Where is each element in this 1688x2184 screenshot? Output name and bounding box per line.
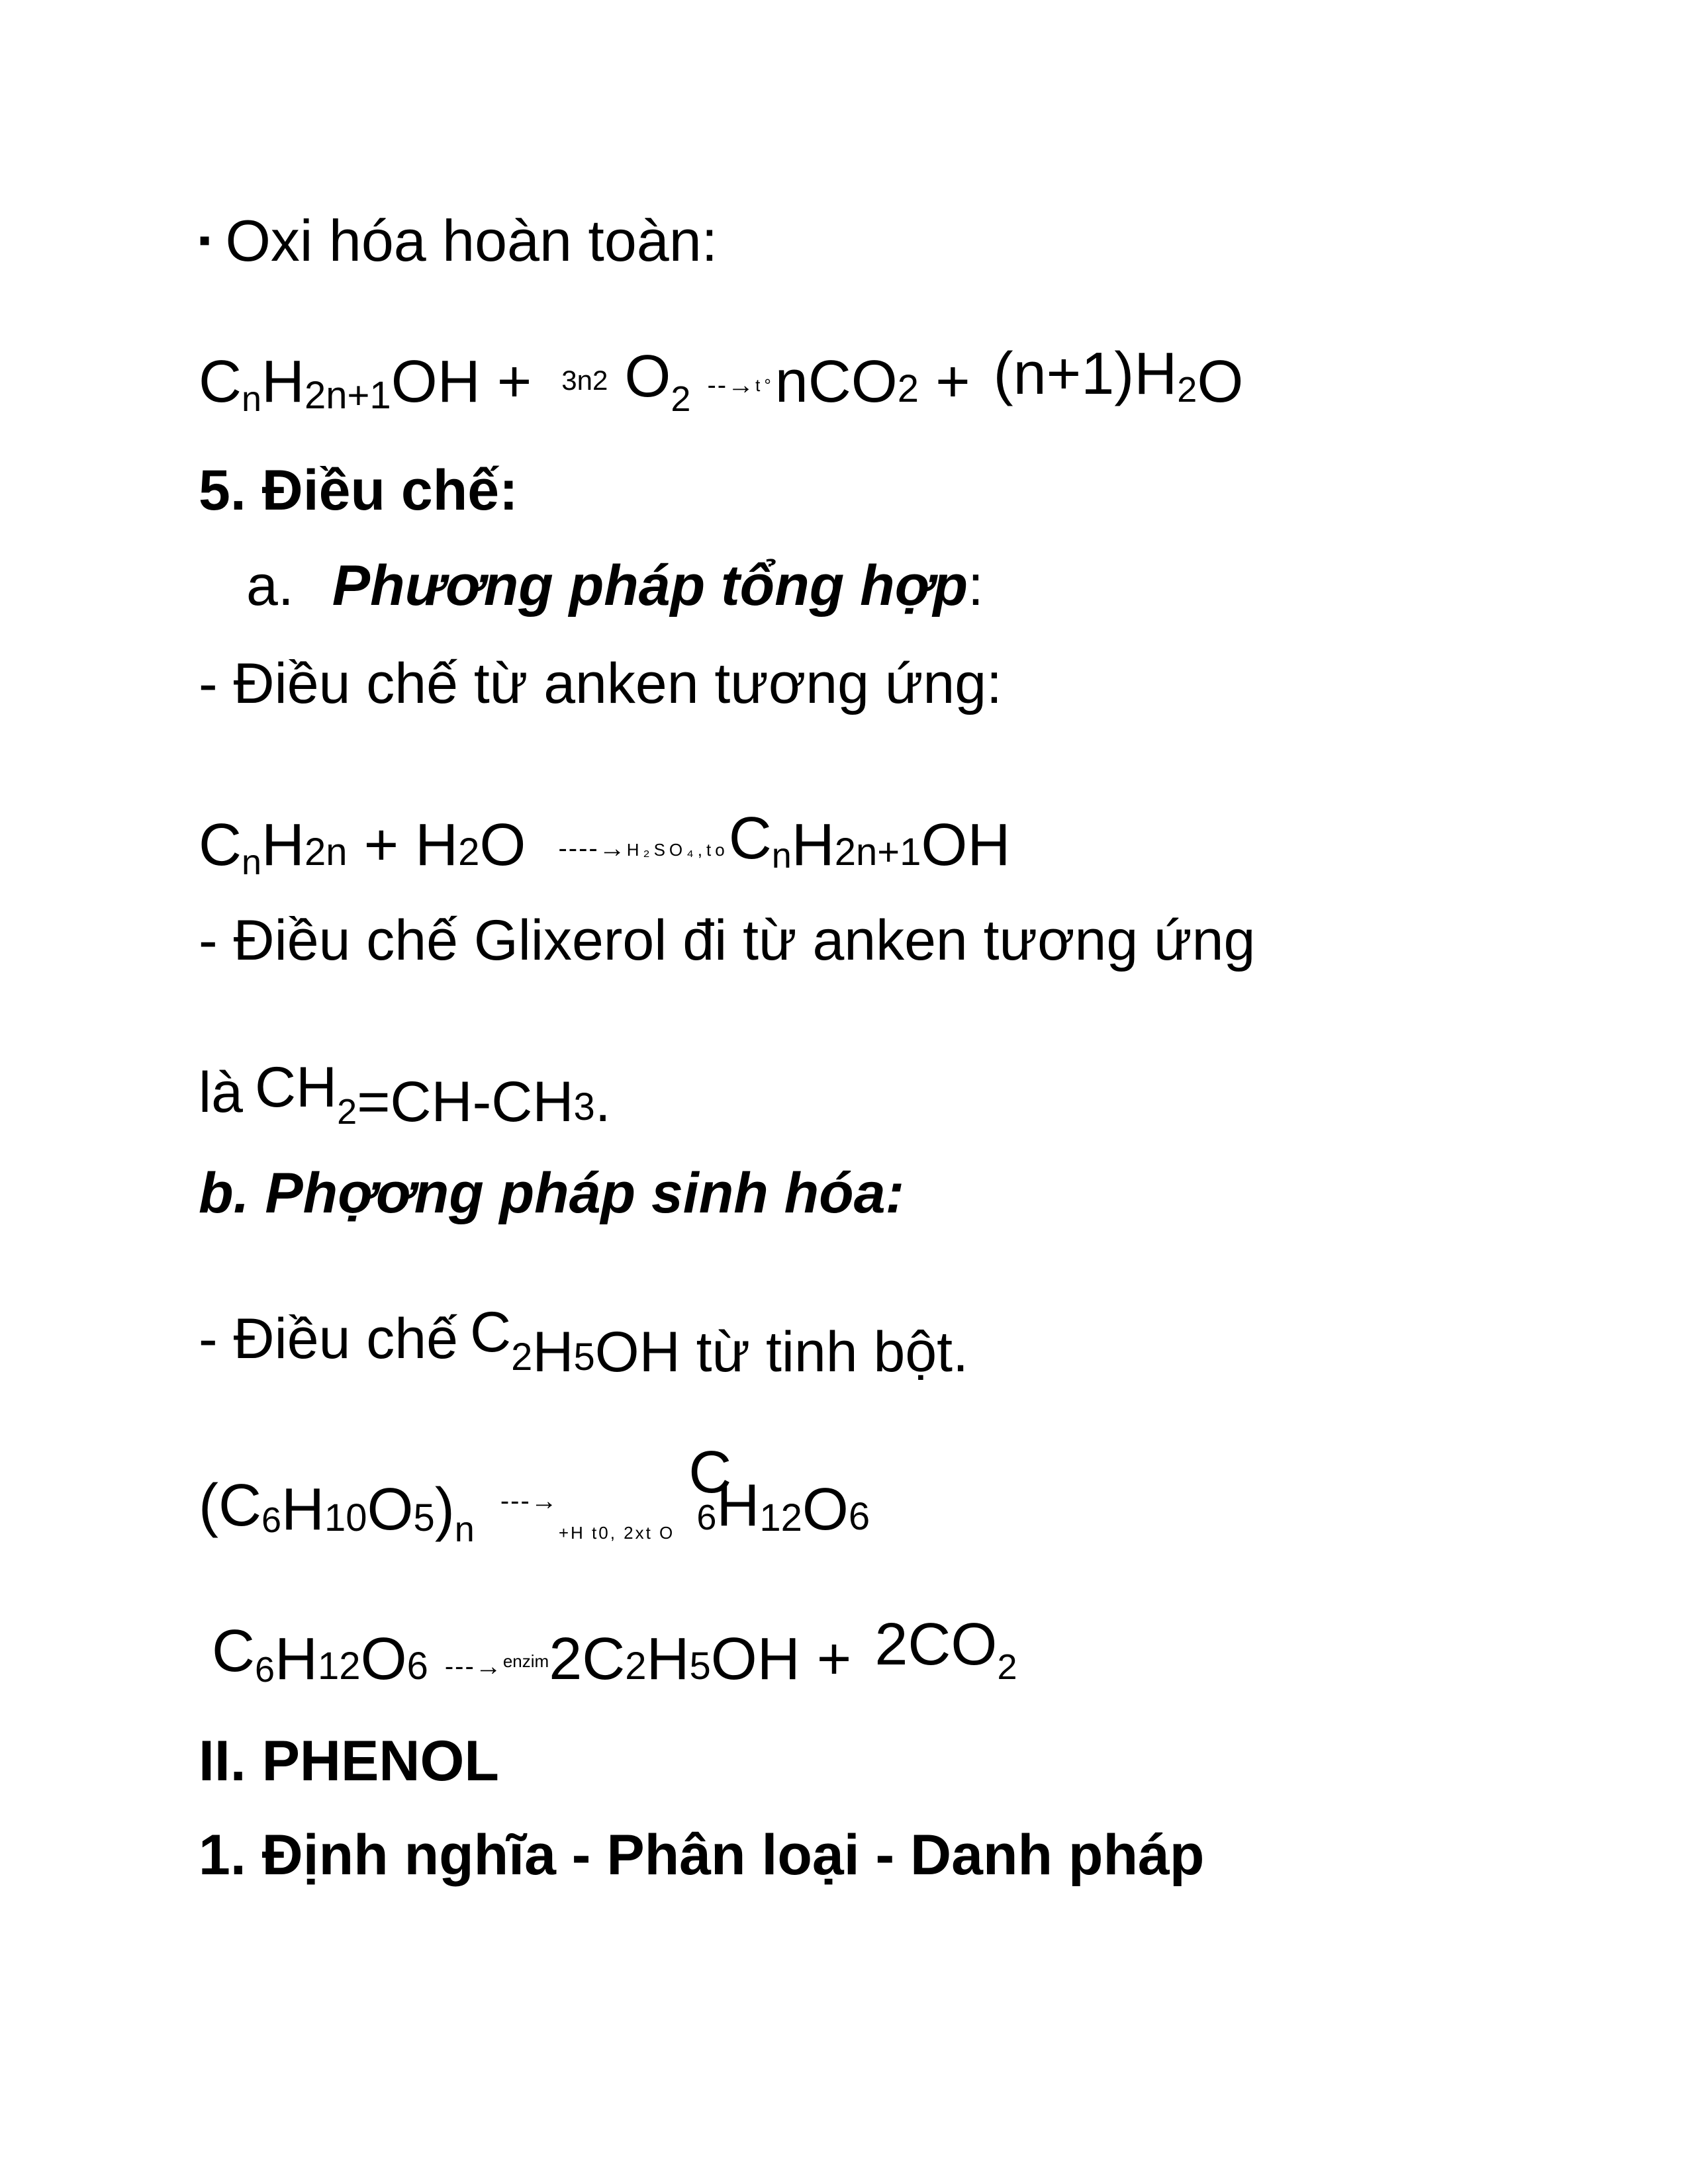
formula-part: H [532, 1320, 574, 1384]
eq2-part: + H [363, 812, 459, 878]
formula-part: =CH-CH [357, 1070, 574, 1134]
eq3-sub: 6 [261, 1500, 282, 1540]
eq2-part: C [199, 812, 242, 878]
eq1-sub: 2 [897, 367, 919, 410]
formula-part: . [594, 1070, 611, 1134]
formula-sub: 3 [573, 1085, 595, 1128]
eq1-part: OH + [391, 349, 532, 415]
section-5a-title: Phương pháp tổng hợp [332, 554, 968, 617]
eq2-part: H [791, 812, 835, 878]
text-anken: - Điều chế từ anken tương ứng: [199, 652, 1002, 715]
formula-part: OH từ tinh bột. [594, 1320, 968, 1384]
text-dieu-che: - Điều chế [199, 1307, 458, 1371]
arrow-icon: ---→ [444, 1652, 503, 1681]
section-5-heading: 5. Điều chế: [199, 459, 518, 522]
eq1-sub: 2 [1177, 370, 1197, 410]
eq4-sub: 2 [625, 1645, 647, 1688]
eq1-part: (n+1)H [993, 341, 1178, 407]
formula-part: CH [254, 1056, 338, 1119]
eq4-sub: 6 [406, 1645, 428, 1688]
eq4-part: 2C [549, 1626, 626, 1692]
formula-part: C [469, 1300, 512, 1364]
eq1-sub: 2 [671, 379, 691, 419]
text-glixerol: - Điều chế Glixerol đi từ anken tương ứng [199, 909, 1256, 972]
text-la: là [199, 1061, 243, 1124]
arrow-icon: ----→ [558, 834, 627, 863]
section-5b-heading: b. Phợơng pháp sinh hóa: [199, 1161, 905, 1225]
eq3-sub: n [454, 1510, 475, 1549]
eq2-sub: n [242, 842, 262, 882]
eq2-condition: H₂SO₄,to [626, 840, 729, 860]
eq2-sub: n [771, 836, 792, 876]
eq1-part: + [935, 349, 970, 415]
section-5a-heading [246, 554, 984, 617]
eq4-sub: 6 [255, 1650, 275, 1690]
formula-sub: 2 [511, 1336, 533, 1379]
eq1-sub: 2n+1 [305, 374, 391, 417]
eq3-sub: 6 [848, 1495, 870, 1538]
eq4-part: H [646, 1626, 690, 1692]
eq2-part: C [728, 805, 772, 872]
arrow-icon: ---→ [500, 1486, 559, 1516]
eq1-part: O [624, 343, 671, 410]
eq4-part: OH + [710, 1626, 852, 1692]
eq2-sub: 2 [458, 831, 480, 874]
eq1-part: nCO [774, 349, 898, 415]
section-5a-colon: : [967, 554, 984, 617]
eq2-part: H [261, 812, 305, 878]
section-5a-letter: a. [246, 554, 294, 617]
eq1-coef: 2 [592, 365, 608, 396]
section-1-heading: 1. Định nghĩa - Phân loại - Danh pháp [199, 1823, 1205, 1887]
text-propene [199, 1056, 611, 1134]
oxi-title: Oxi hóa hoàn toàn: [225, 208, 718, 273]
eq3-sub: 10 [324, 1496, 367, 1539]
eq1-part: H [261, 349, 305, 415]
bullet-icon: ▪ [199, 221, 211, 259]
eq4-sub: 2 [997, 1647, 1017, 1687]
eq2-part: O [479, 812, 526, 878]
eq3-part: H [281, 1477, 325, 1543]
eq3-part: O [802, 1477, 849, 1543]
eq4-sub: 5 [689, 1645, 711, 1688]
eq4-part: C [212, 1618, 255, 1684]
eq2-part: OH [921, 812, 1011, 878]
oxi-title-line [199, 208, 718, 273]
section-ii-heading: II. PHENOL [199, 1729, 499, 1793]
eq3-condition: +H t0, 2xt O [558, 1523, 675, 1543]
equation-hydrolysis [199, 1439, 870, 1549]
equation-oxidation [199, 341, 1244, 419]
eq3-sub: 5 [413, 1496, 435, 1539]
eq4-part: H [275, 1626, 318, 1692]
equation-hydration [199, 805, 1011, 882]
eq3-sub: 6 [696, 1498, 717, 1537]
eq3-part: C [688, 1439, 732, 1506]
eq3-part: ) [434, 1477, 455, 1543]
eq2-sub: 2n+1 [834, 831, 921, 874]
formula-sub: 2 [337, 1092, 357, 1132]
eq4-part: 2CO [874, 1612, 998, 1678]
eq1-condition: t° [755, 375, 775, 395]
eq1-coef: 3n [561, 365, 593, 396]
eq3-part: O [367, 1477, 414, 1543]
eq3-sub: 12 [759, 1496, 802, 1539]
eq2-sub: 2n [305, 831, 348, 874]
eq3-part: H [716, 1473, 760, 1539]
eq3-part: (C [199, 1473, 261, 1539]
formula-sub: 5 [573, 1336, 595, 1379]
eq1-part: C [199, 349, 242, 415]
equation-fermentation [212, 1612, 1017, 1692]
arrow-icon: --→ [707, 371, 756, 400]
eq4-sub: 12 [318, 1645, 361, 1688]
text-ethanol [199, 1300, 968, 1384]
eq1-part: O [1197, 349, 1244, 415]
eq4-condition: enzim [502, 1651, 549, 1671]
eq4-part: O [360, 1626, 407, 1692]
eq1-sub: n [242, 379, 262, 419]
